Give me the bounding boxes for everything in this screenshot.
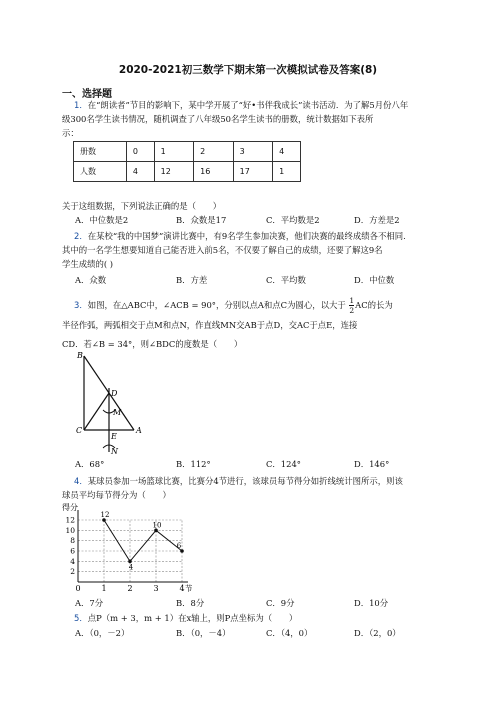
y-tick-label: 12 bbox=[65, 515, 75, 525]
figure-label: N bbox=[111, 447, 118, 455]
figure-label: B bbox=[77, 351, 83, 360]
data-label: 4 bbox=[128, 563, 134, 572]
q3-fraction-numerator: 1 bbox=[349, 296, 355, 305]
table-cell: 4 bbox=[273, 142, 301, 162]
table-row bbox=[74, 162, 301, 182]
q3-option-b: B．112° bbox=[176, 459, 211, 469]
figure-label: D bbox=[111, 389, 118, 398]
y-tick-label: 10 bbox=[65, 525, 75, 535]
q2-option-b: B．方差 bbox=[176, 275, 208, 285]
q2-option-a: A．众数 bbox=[75, 275, 107, 285]
table-row bbox=[74, 142, 301, 162]
y-tick-label: 2 bbox=[70, 567, 75, 577]
q3-text2: 半径作弧，两弧相交于点M和点N，作直线MN交AB于点D，交AC于点E，连接 bbox=[62, 320, 358, 330]
table-cell: 人数 bbox=[74, 162, 127, 182]
q5-line1 bbox=[74, 611, 430, 626]
document-title: 2020-2021初三数学下期末第一次模拟试卷及答案(8) bbox=[118, 64, 378, 76]
q4-text1: 某球员参加一场篮球比赛，比赛分4节进行，该球员每节得分如折线统计图所示，则该 bbox=[87, 476, 403, 486]
data-label: 10 bbox=[152, 521, 162, 530]
table-cell: 3 bbox=[233, 142, 273, 162]
q2-number: 2． bbox=[74, 231, 88, 241]
q4-line-chart bbox=[62, 502, 192, 594]
section-heading: 一、选择题 bbox=[62, 89, 112, 100]
q3-option-d: D．146° bbox=[354, 459, 390, 469]
q2-text1: 在某校“我的中国梦”演讲比赛中，有9名学生参加决赛，他们决赛的最终成绩各不相同. bbox=[87, 231, 406, 241]
table-cell: 17 bbox=[233, 162, 273, 182]
q1-text1: 在“朗读者”节目的影响下，某中学开展了“好•书伴我成长”读书活动．为了解5月份八年 bbox=[87, 100, 409, 110]
q3-fraction bbox=[349, 296, 354, 315]
q5-option-a: A．（0，－2） bbox=[75, 628, 130, 638]
q2-text3: 学生成绩的( ) bbox=[62, 259, 114, 269]
x-tick-label: 3 bbox=[153, 584, 159, 593]
q4-option-a: A．7分 bbox=[75, 598, 104, 608]
q1-stem: 关于这组数据，下列说法正确的是（ ） bbox=[62, 201, 222, 211]
q5-option-c: C．（4，0） bbox=[266, 628, 313, 638]
table-cell: 12 bbox=[154, 162, 194, 182]
q3-number: 3． bbox=[74, 300, 88, 310]
q2-text2: 其中的一名学生想要知道自己能否进入前5名，不仅要了解自己的成绩，还要了解这9名 bbox=[62, 245, 383, 255]
q3-text1: 如图，在△ABC中，∠ACB = 90°，分别以点A和点C为圆心，以大于 bbox=[87, 300, 346, 310]
q3-option-c: C．124° bbox=[266, 459, 301, 469]
chart-grid bbox=[78, 520, 182, 582]
x-tick-label: 1 bbox=[101, 584, 107, 593]
figure-label: A bbox=[136, 426, 142, 435]
q1-number: 1． bbox=[74, 100, 88, 110]
q3-option-a: A．68° bbox=[75, 459, 105, 469]
q4-text2: 球员平均每节得分为（ ） bbox=[62, 490, 171, 500]
q3-text1b: AC的长为 bbox=[355, 300, 393, 310]
data-label: 12 bbox=[100, 511, 110, 519]
q5-number: 5． bbox=[74, 613, 88, 623]
figure-label: C bbox=[76, 426, 83, 435]
table-cell: 16 bbox=[194, 162, 234, 182]
table-cell: 1 bbox=[154, 142, 194, 162]
y-tick-label: 8 bbox=[70, 536, 75, 546]
q5-text1: 点P（m + 3，m + 1）在x轴上，则P点坐标为（ ） bbox=[87, 613, 298, 623]
q2-line1 bbox=[74, 229, 430, 244]
q1-option-d: D．方差是2 bbox=[354, 215, 400, 225]
q1-text2: 级300名学生读书情况，随机调查了八年级50名学生读书的册数，统计数据如下表所 bbox=[62, 114, 374, 124]
q1-option-b: B．众数是17 bbox=[176, 215, 227, 225]
q1-option-a: A．中位数是2 bbox=[75, 215, 129, 225]
q3-text3: CD．若∠B = 34°，则∠BDC的度数是（ ） bbox=[62, 339, 243, 349]
q5-option-d: D．（2，0） bbox=[354, 628, 401, 638]
q3-fraction-denominator: 2 bbox=[349, 306, 355, 315]
q4-option-c: C．9分 bbox=[266, 598, 295, 608]
q3-line1 bbox=[74, 296, 430, 315]
q1-data-table bbox=[73, 141, 301, 182]
q2-option-c: C．平均数 bbox=[266, 275, 306, 285]
figure-label: M bbox=[113, 408, 122, 417]
table-cell: 0 bbox=[126, 142, 154, 162]
figure-label: E bbox=[111, 432, 117, 441]
q2-option-d: D．中位数 bbox=[354, 275, 395, 285]
table-cell: 4 bbox=[126, 162, 154, 182]
table-cell: 2 bbox=[194, 142, 234, 162]
q3-triangle-figure bbox=[70, 350, 160, 455]
q1-text3: 示： bbox=[62, 128, 79, 138]
y-tick-label: 4 bbox=[70, 556, 75, 566]
data-label: 6 bbox=[176, 542, 182, 550]
x-tick-label: 4 bbox=[179, 584, 185, 593]
x-axis-label: 节 bbox=[185, 584, 192, 593]
q4-option-b: B．8分 bbox=[176, 598, 205, 608]
q4-number: 4． bbox=[74, 476, 88, 486]
table-cell: 册数 bbox=[74, 142, 127, 162]
q1-option-c: C．平均数是2 bbox=[266, 215, 320, 225]
x-tick-label: 2 bbox=[127, 584, 133, 593]
chart-text bbox=[62, 502, 192, 593]
y-axis-label: 得分 bbox=[62, 503, 78, 512]
x-tick-label: 0 bbox=[75, 584, 81, 593]
q4-line1 bbox=[74, 474, 430, 489]
table-cell: 1 bbox=[273, 162, 301, 182]
q1-line1 bbox=[74, 98, 430, 113]
q5-option-b: B．（0，－4） bbox=[176, 628, 231, 638]
q4-option-d: D．10分 bbox=[354, 598, 389, 608]
y-tick-label: 6 bbox=[70, 546, 75, 556]
